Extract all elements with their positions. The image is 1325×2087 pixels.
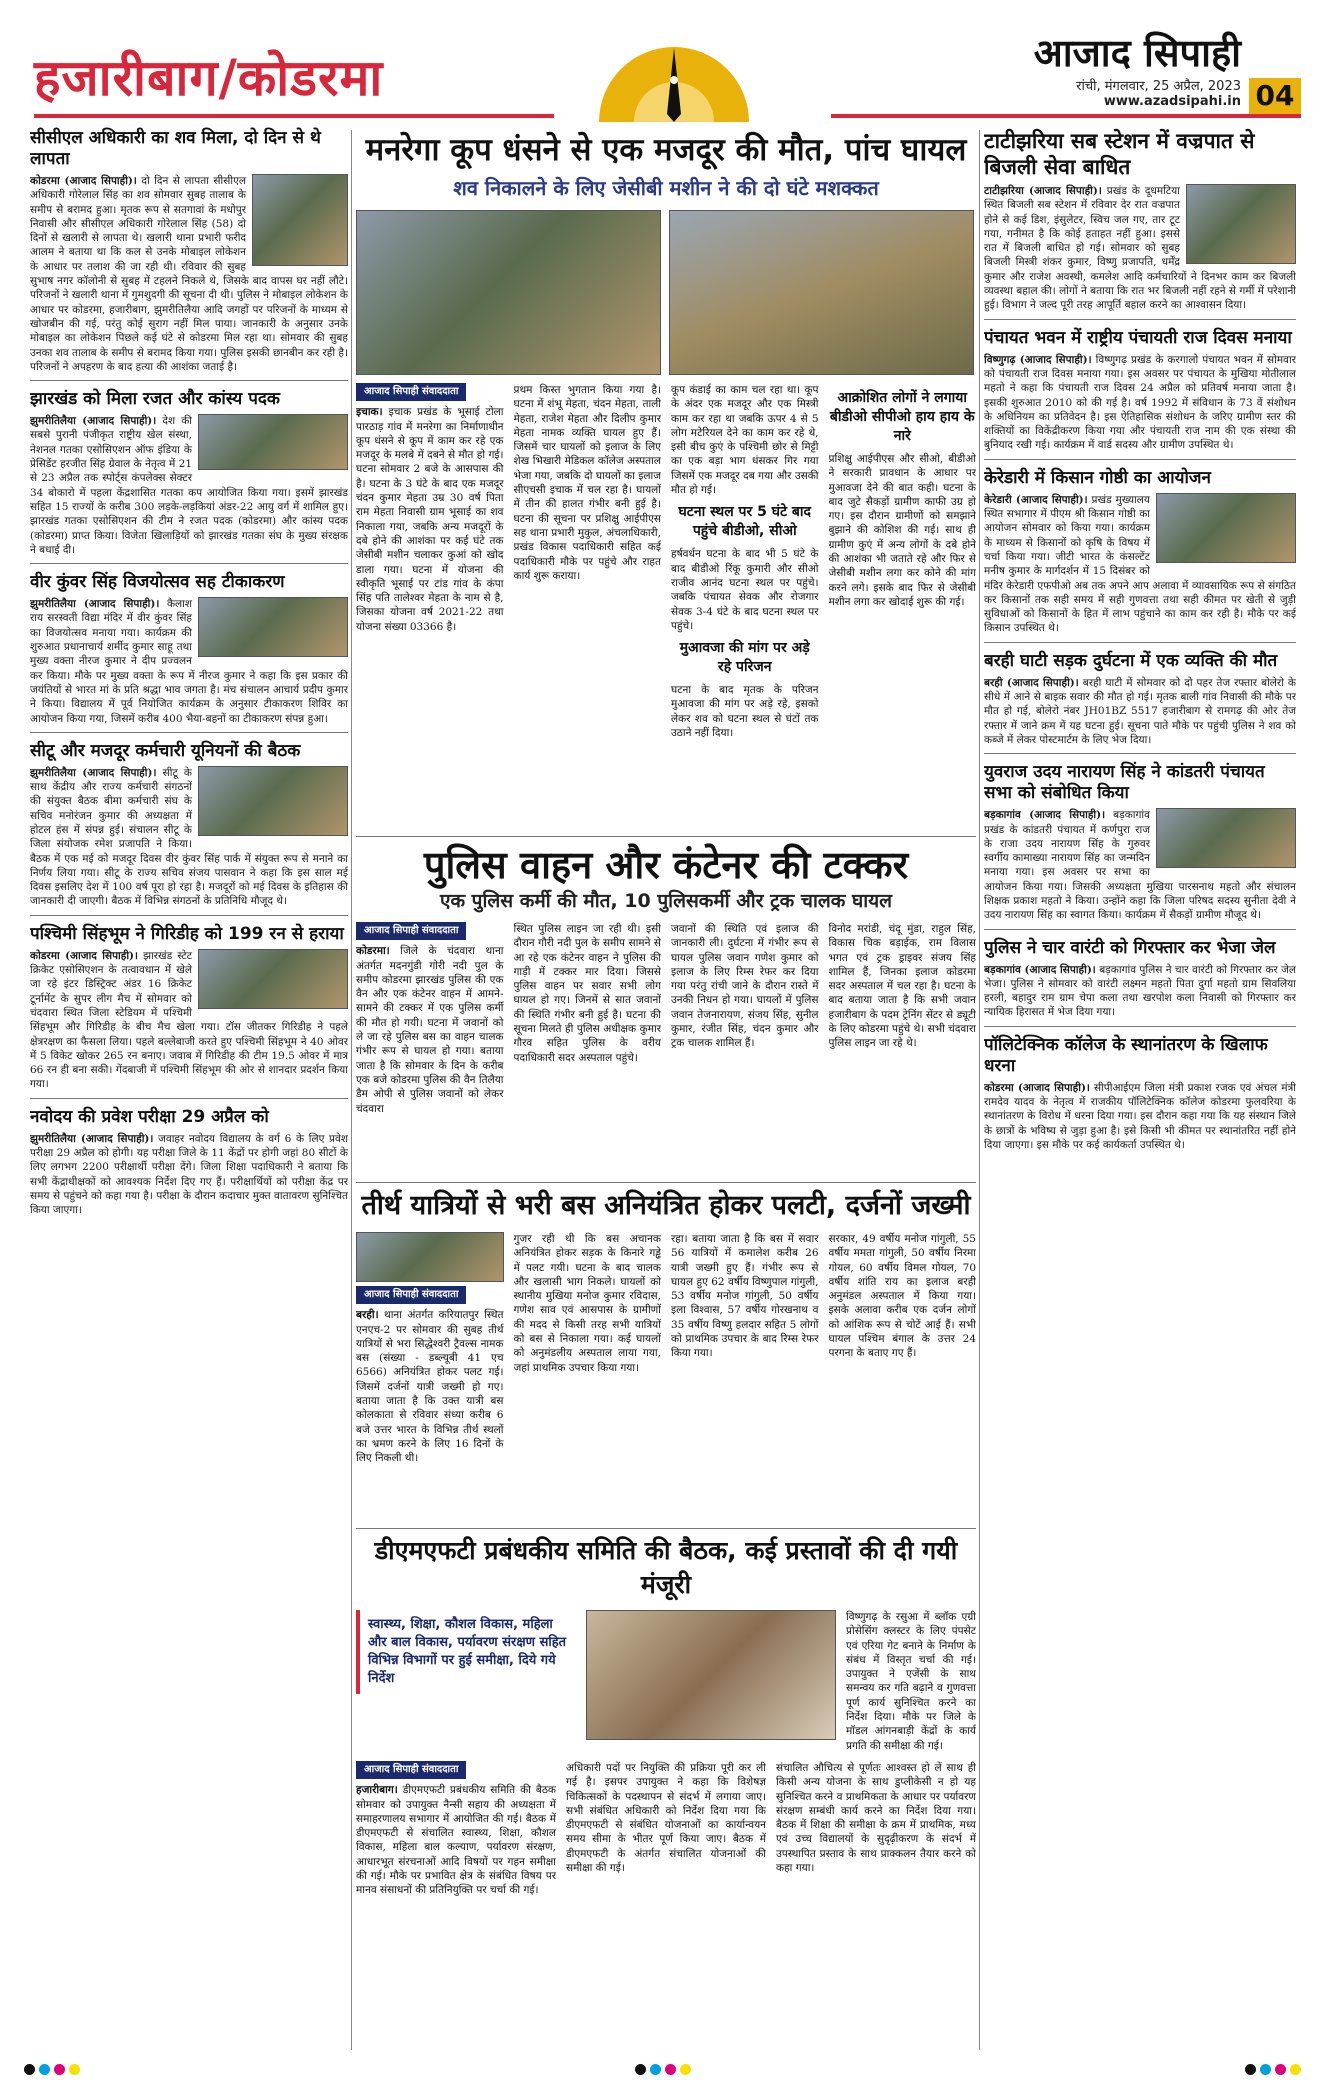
registration-dots-right (1245, 2064, 1301, 2075)
story-photo (198, 597, 348, 657)
story-photo (198, 766, 348, 836)
left-column (30, 126, 348, 2056)
lead-col-3: कूप कंडाई का काम चल रहा था। कूप के अंदर एक मजदूर और एक मिस्त्री काम कर रहा था जबकि ऊपर 4 से 5 लोग मटेरियल देने का काम कर रहे थे, इसी बीच कुएं के पश्चिमी छोर से मिट्टी का एक बड़ा भाग धंसकर गिर गया जिसमें एक मजदूर दब गया और उसकी मौत हो गई। घटना स्थल पर 5 घंटे बाद पहुंचे बीडीओ, सीओ हर्षवर्धन घटना के बाद भी 5 घंटे के बाद बीडीओ रिंकू कुमारी और सीओ राजीव आनंद घटना स्थल पर पहुंचे। जबकि पंचायत सेवक और रोजगार सेवक 3-4 घंटे के बाद घटना स्थल पर पहुंचे। मुआवजा की मांग पर अड़े रहे परिजन घटना के बाद मृतक के परिजन मुआवजा की मांग पर अड़े रहे, इसको लेकर शव को घटना स्थल से घंटों तक उठाने नहीं दिया। (671, 384, 819, 740)
story-headline: पुलिस ने चार वारंटी को गिरफ्तार कर भेजा जेल (984, 937, 1276, 958)
third-col-3: रहा। बताया जाता है कि बस में सवार 56 यात्रियों में कमालेश करीब 26 यात्री जख्मी हुए हैं। गंभीर रूप से घायल हुए 62 वर्षीय विष्णुपाल गांगुली, 53 वर्षीय मनोज गांगुली, 50 वर्षीय इला विश्वास, 57 वर्षीय गोरखनाथ व 35 वर्षीय विष्णु हलदार सहित 5 लोगों को प्राथमिक उपचार के बाद रिम्स रेफर किया गया। (671, 1233, 819, 1360)
lead-col-4: आक्रोशित लोगों ने लगाया बीडीओ सीपीओ हाय हाय के नारे प्रशिक्षु आईपीएस और सीओ, बीडीओ ने सरकारी प्रावधान के आधार पर मुआवजा देने की बात कही। घटना के बाद जुटे सैकड़ों ग्रामीण काफी उग्र हो गए। इस दौरान ग्रामीणों को समझाने बुझाने की कोशिश की गई। साथ ही ग्रामीण कुएं में अन्य लोगों के दबे होने की आशंका भी जताते रहे और फिर से जेसीबी मशीन लगा कर कोने की मांग करने लगे। इसके बाद फिर से जेसीबी मशीन लगा कर खोदाई शुरू की गई। (828, 390, 976, 608)
byline: आजाद सिपाही संवाददाता (356, 1761, 466, 1779)
right-column (984, 126, 1296, 2056)
third-col-4: सरकार, 49 वर्षीय मनोज गांगुली, 55 वर्षीय ममता गांगुली, 50 वर्षीय निरमा गोयल, 60 वर्षीय विमल गोयल, 70 वर्षीय शांति राय का इलाज बरही अनुमंडल अस्पताल में किया गया। इसके अलावा करीब एक दर्जन लोगों को आंशिक रूप से चोटें आई हैं। सभी घायल पश्चिम बंगाल के उत्तर 24 परगना के बताए गए हैं। (828, 1233, 976, 1360)
lead-subhead: शव निकालने के लिए जेसीबी मशीन ने की दो घंटे मशक्कत (453, 176, 879, 200)
story-body: कोडरमा (आजाद सिपाही)। झारखंड स्टेट क्रिकेट एसोसिएशन के तत्वावधान में खेले जा रहे इंटर डिस्ट्रिक्ट अंडर 16 क्रिकेट टूर्नामेंट के सुपर लीग मैच में सोमवार को चंदवारा स्थित जिला स्टेडियम में पश्चिमी सिंहभूम और गिरिडीह के बीच मैच खेला गया। टॉस जीतकर गिरिडीह ने पहले क्षेत्ररक्षण का फैसला लिया। पहले बल्लेबाजी करते हुए पश्चिमी सिंहभूम ने 40 ओवर में 5 विकेट खोकर 265 रन बनाए। जवाब में गिरिडीह की टीम 19.5 ओवर में मात्र 66 रन ही बना सकी। गेंदबाजी में पश्चिमी सिंहभूम की ओर से शानदार प्रदर्शन किया गया। (30, 949, 348, 1091)
story-divider (356, 1182, 976, 1183)
website-url[interactable]: www.azadsipahi.in (1103, 94, 1241, 109)
masthead-rule-left (34, 114, 554, 118)
story-headline: सीसीएल अधिकारी का शव मिला, दो दिन से थे लापता (30, 128, 321, 169)
story (30, 128, 348, 381)
story-headline: पश्चिमी सिंहभूम ने गिरिडीह को 199 रन से हराया (30, 923, 344, 944)
story-body: झुमरीतिलैया (आजाद सिपाही)। सीटू के साथ केंद्रीय और राज्य कर्मचारी संगठनों की संयुक्त बैठक बीमा कर्मचारी संघ के सचिव मनोरंजन कुमार की अध्यक्षता में होटल हंस में संपन्न हुई। संचालन सीटू के जिला संयोजक रमेश प्रजापति ने किया। बैठक में एक मई को मजदूर दिवस वीर कुंवर सिंह पार्क में संयुक्त रूप से मनाने का निर्णय लिया गया। सीटू के राज्य सचिव संजय पासवान ने कहा कि इस साल मई दिवस इसलिए देश में 100 वर्ष पूरा हो रहा है। मजदूरों को मई दिवस के इतिहास की जानकारी दी जाएगी। बैठक में विभिन्न संगठनों के प्रतिनिधि मौजूद थे। (30, 766, 348, 908)
story-photo (252, 174, 348, 266)
third-col-1: आजाद सिपाही संवाददाता बरही। थाना अंतर्गत करियातपुर स्थित एनएच-2 पर सोमवार की सुबह तीर्थ यात्रियों से भरा सिद्धेश्वरी ट्रैवल्स नामक बस (संख्या - डब्ल्यूबी 41 एच 6566) अनियंत्रित होकर पलट गई। जिसमें दर्जनों यात्री जख्मी हो गए। बताया जाता है कि उक्त यात्री बस कोलकाता से रविवार संध्या करीब 6 बजे उत्तर भारत के विभिन्न तीर्थ स्थलों का भ्रमण करने के लिए 16 दिनों के लिए निकली थी। (356, 1232, 504, 1466)
story (984, 328, 1296, 460)
story-headline: बरही घाटी सड़क दुर्घटना में एक व्यक्ति की मौत (984, 650, 1278, 671)
third-col-2: गुजर रही थी कि बस अचानक अनियंत्रित होकर सड़क के किनारे गड्ढे में पलट गयी। घटना के बाद चालक और खलासी भाग निकले। घायलों को स्थानीय मुखिया मनोज कुमार रविदास, गणेश साव एवं आसपास के ग्रामीणों की मदद से किसी तरह सभी यात्रियों को बस से निकाला गया। कई घायलों को अनुमंडलीय अस्पताल लाया गया, जहां प्राथमिक उपचार किया गया। (513, 1233, 661, 1374)
sub-headline: आक्रोशित लोगों ने लगाया बीडीओ सीपीओ हाय हाय के नारे (829, 390, 975, 444)
story-body: कोडरमा (आजाद सिपाही)। दो दिन से लापता सीसीएल अधिकारी गोरेलाल सिंह का शव सोमवार सुबह तालाब के समीप से बरामद हुआ। मृतक रूप से सतगावां के मधोपुर निवासी और सीसीएल अधिकारी गोरेलाल सिंह (58) दो दिनों से खलारी से लापता थे। खलारी थाना प्रभारी फरीद आलम ने बताया था कि कल से उनके मोबाइल लोकेशन के आधार पर तलाश की जा रही थी। रविवार की सुबह सुभाष नगर कॉलोनी से सुबह में टहलने निकले थे, जिसके बाद वापस घर नहीं लौटे। परिजनों ने खलारी थाना में गुमशुदगी की सूचना दी थी। पुलिस ने मोबाइल लोकेशन के आधार पर कोडरमा, हजारीबाग, झुमरीतिलैया आदि जगहों पर परिजनों के माध्यम से खोजबीन की गई, परंतु कोई सुराग नहीं मिल पाया। जानकारी के अनुसार उनके मोबाइल का लोकेशन पिछले कई घंटे से कोडरमा मिल रहा था। सोमवार की सुबह उनका शव तालाब के समीप से बरामद किया गया। पुलिस इसकी छानबीन कर रही है। परिजनों ने अपहरण के बाद हत्या की आशंका जताई है। (30, 175, 348, 373)
story (30, 924, 348, 1099)
lead-photo-site (669, 210, 974, 375)
story-headline: नवोदय की प्रवेश परीक्षा 29 अप्रैल को (30, 1106, 269, 1127)
story-headline: पॉलिटेक्निक कॉलेज के स्थानांतरण के खिलाफ धरना (984, 1034, 1268, 1076)
story-body: झुमरीतिलैया (आजाद सिपाही)। कैलाश राय सरस्वती विद्या मंदिर में वीर कुंवर सिंह का विजयोत्सव मनाया गया। कार्यक्रम की शुरुआत प्रधानाचार्य शर्मीद कुमार साहू तथा मुख्य वक्ता नीरज कुमार ने दीप प्रज्वलन कर किया। मौके पर मुख्य वक्ता के रूप में नीरज कुमार ने कहा कि इस प्रकार की जयंतियों से भारत मां के प्रति श्रद्धा भाव जगता है। मंच संचालन आचार्य प्रदीप कुमार ने किया। विद्यालय में पूर्व नियोजित कार्यक्रम के अनुसार टीकाकरण शिविर का आयोजन किया गया, जिसमें करीब 400 भैया-बहनों का टीकाकरण संपन्न हुआ। (30, 598, 348, 725)
story-photo (198, 414, 348, 470)
story-body: केरेडारी (आजाद सिपाही)। प्रखंड मुख्यालय स्थित सभागार में पीएम श्री किसान गोष्ठी का आयोजन सोमवार को किया गया। कार्यक्रम के माध्यम से किसानों को कृषि के विषय में चर्चा किया गया। जीटी भारत के कंसल्टेंट मनीष कुमार के मार्गदर्शन में 15 दिसंबर को मंदिर केरेडारी एफपीओ अब तक अपने आप अलावा में व्यावसायिक रूप से संगठित कर किसानों तक सही समय में सही गुणवत्ता तथा सही कीमत पर खेती से जुड़ी सुविधाओं को किसानों के हित में लाभ पहुंचाने का काम कर रही है। मौके पर कई किसान उपस्थित थे। (984, 493, 1296, 635)
story (30, 741, 348, 916)
story (984, 938, 1296, 1027)
issue-date: रांची, मंगलवार, 25 अप्रैल, 2023 (1076, 79, 1241, 94)
lead-col-1: आजाद सिपाही संवाददाता इचाक। इचाक प्रखंड के भूसाई टोला पारठाड़ गांव में मनरेगा का निर्माणाधीन कूप धंसने से कूप में काम कर रहे एक मजदूर के मलबे में दबने से मौत हो गई। घटना सोमवार 2 बजे के आसपास की है। घटना के 3 घंटे के बाद एक मजदूर चंदन कुमार मेहता उम्र 30 वर्ष पिता राम मेहता निवासी ग्राम भूसाई का शव निकाला गया, जबकि अन्य मजदूरों के दबे होने की आशंका पर कई घंटे तक जेसीबी मशीन चलाकर कुआं को खोद डाला गया। घटना में योजना की स्वीकृति भूसाई पर टांड गांव के कंपा सिंह पति तालेश्वर मेहता के नाम से है, जिसका योजना वर्ष 2021-22 तथा योजना संख्या 03366 है। (356, 383, 504, 740)
story-body: टाटीझरिया (आजाद सिपाही)। प्रखंड के दूधमटिया स्थित बिजली सब स्टेशन में रविवार देर रात वज्रपात होने से कई डिश, इंसुलेटर, स्विच जल गए, तार टूट गया, गनीमत है कि कोई हताहत नहीं हुआ। इससे रात में बिजली बाधित हो गई। सोमवार को सुबह बिजली मिस्त्री शंकर कुमार, विष्णु प्रजापति, धर्मेंद्र कुमार और राजेश अवस्थी, कमलेश आदि कर्मचारियों ने दिनभर काम कर बिजली व्यवस्था बहाल की। लोगों ने बताया कि रात भर बिजली नहीं रहने से गर्मी में परेशानी हुई। विभाग ने जल्द पूरी तरह आपूर्ति बहाल करने का आश्वासन दिया। (984, 185, 1296, 312)
story-divider (356, 836, 976, 837)
story-photo (1156, 493, 1296, 563)
story-headline: सीटू और मजदूर कर्मचारी यूनियनों की बैठक (30, 740, 301, 761)
registration-dots-left (24, 2064, 80, 2075)
sun-logo-icon (589, 18, 759, 122)
print-registration-bar (24, 2061, 1301, 2077)
paper-name: आजाद सिपाही (1033, 31, 1241, 75)
story-headline: केरेडारी में किसान गोष्ठी का आयोजन (984, 467, 1211, 488)
masthead-rule-right (831, 114, 1301, 118)
second-col-3: जवानों की स्थिति एवं इलाज की जानकारी ली। दुर्घटना में गंभीर रूप से घायल पुलिस जवान गणेश कुमार को इलाज के लिए रिम्स रेफर कर दिया गया परंतु रांची जाने के दौरान रास्ते में उनकी निधन हो गया। घायलों में पुलिस जवान तेजनारायण, संजय सिंह, सुनील कुमार, रंजीत सिंह, चंदन कुमार और ट्रक चालक शामिल हैं। (671, 923, 819, 1050)
byline: आजाद सिपाही संवाददाता (356, 383, 466, 401)
column-divider (351, 130, 352, 2050)
second-story (356, 842, 976, 1177)
story (984, 762, 1296, 929)
section-title: हजारीबाग/कोडरमा (34, 49, 384, 107)
fourth-col-4: विष्णुगढ़ के रसुआ में ब्लॉक एग्री प्रोसेसिंग क्लस्टर के लिए पंपसेट एवं एरिया गेट बनाने के निर्माण के संबंध में विस्तृत चर्चा की गई। उपायुक्त ने एजेंसी के साथ समन्वय कर गति बढ़ाने व गुणवत्ता पूर्ण कार्य सुनिश्चित करने का निर्देश दिया। मौके पर जिले के मॉडल आंगनबाड़ी केंद्रों के कार्य प्रगति की समीक्षा की गई। (846, 1611, 976, 1752)
lead-headline: मनरेगा कूप धंसने से एक मजदूर की मौत, पांच घायल (365, 132, 967, 168)
story-photo (356, 1232, 504, 1282)
second-col-1: आजाद सिपाही संवाददाता कोडरमा। जिले के चंदवारा थाना अंतर्गत मदनगुंडी गोरी नदी पुल के समीप कोडरमा झारखंड पुलिस की एक वैन और एक कंटेनर वाहन में आमने-सामने की टक्कर में एक पुलिस कर्मी की मौत हो गयी। घटना में जवानों को ले जा रहे पुलिस बस का वाहन चालक गंभीर रूप से घायल हो गया। बताया जाता है कि सोमवार के दिन के करीब एक बजे कोडरमा पुलिस की वैन तिलैया डैम ओपी से पुलिस जवानों को लेकर चंदवारा (356, 922, 504, 1116)
story-photo (1156, 808, 1296, 868)
byline: आजाद सिपाही संवाददाता (356, 922, 466, 940)
second-subhead: एक पुलिस कर्मी की मौत, 10 पुलिसकर्मी और ट्रक चालक घायल (439, 890, 893, 912)
second-col-2: स्थित पुलिस लाइन जा रही थी। इसी दौरान गौरी नदी पुल के समीप सामने से आ रहे एक कंटेनर वाहन ने पुलिस की गाड़ी में टक्कर मार दिया। जिससे पुलिस वाहन पर सवार सभी लोग घायल हो गए। जिनमें से सात जवानों की स्थिति गंभीर बनी हुई है। घटना की सूचना मिलते ही पुलिस अधीक्षक कुमार गौरव सहित पुलिस के वरीय पदाधिकारी सदर अस्पताल पहुंचे। (513, 923, 661, 1064)
story (30, 572, 348, 733)
lead-photo-officials (356, 210, 661, 375)
third-story (356, 1188, 976, 1523)
story-headline: टाटीझरिया सब स्टेशन में वज्रपात से बिजली सेवा बाधित (984, 129, 1255, 179)
byline: आजाद सिपाही संवाददाता (356, 1286, 466, 1304)
fourth-story (356, 1534, 976, 2054)
story-headline: झारखंड को मिला रजत और कांस्य पदक (30, 389, 280, 410)
fourth-col-3: संचालित औचित्य से पूर्णतः आश्वस्त हो लें साथ ही किसी अन्य योजना के साथ डुप्लीकेसी न हो यह सुनिश्चित करने व प्राथमिकता के आधार पर पर्यावरण संरक्षण सम्बंधी कार्य करने का निर्देश दिया गया। बैठक में शिक्षा की समीक्षा के क्रम में प्राथमिक, मध्य एवं उच्च विद्यालयों के सुदृढ़ीकरण के संदर्भ में उपस्थापित प्रस्ताव के साथ प्राक्कलन तैयार करने को कहा गया। (776, 1761, 976, 1875)
fourth-col-2: अधिकारी पदों पर नियुक्ति की प्रक्रिया पूरी कर ली गई है। इसपर उपायुक्त ने कहा कि विशेषज्ञ चिकित्सकों के पदस्थापन से संदर्भ में लगाया जाए। सभी संबंधित अधिकारी को निर्देश दिया गया कि डीएमएफटी से संबंधित योजनाओं का कार्यान्वयन समय सीमा के भीतर पूर्ण किया जाए। बैठक में डीएमएफटी के अंतर्गत संचालित योजनाओं की समीक्षा की गई। (566, 1761, 766, 1875)
fourth-col-1: आजाद सिपाही संवाददाता हजारीबाग। डीएमएफटी प्रबंधकीय समिति की बैठक सोमवार को उपायुक्त नैन्सी सहाय की अध्यक्षता में समाहरणालय सभागार में आयोजित की गई। बैठक में डीएमएफटी से संचालित स्वास्थ्य, शिक्षा, कौशल विकास, महिला बाल कल्याण, पर्यावरण संरक्षण, आधारभूत संरचनाओं आदि विषयों पर गहन समीक्षा की गई। मौके पर प्रभावित क्षेत्र के संबंधित विषय पर मानव संसाधनों की प्रतिनियुक्ति पर चर्चा की गई। (356, 1761, 556, 1898)
pull-quote: स्वास्थ्य, शिक्षा, कौशल विकास, महिला और बाल विकास, पर्यावरण संरक्षण सहित विभिन्न विभागों पर हुई समीक्षा, दिये गये निर्देश (356, 1610, 576, 1694)
story-headline: वीर कुंवर सिंह विजयोत्सव सह टीकाकरण (30, 572, 285, 593)
story-body: बड़कागांव (आजाद सिपाही)। बड़कागांव पुलिस ने चार वारंटी को गिरफ्तार कर जेल भेजा। पुलिस ने सोमवार को वारंटी लक्ष्मन महतो पिता दुर्गा महतो ग्राम सिवलिया हरली, बहादुर राम ग्राम चेपा कला तथा खरपोश कला निवासी को गिरफ्तार कर न्यायिक हिरासत में भेज दिया गया। (984, 963, 1296, 1019)
second-col-4: विनोद मरांडी, चंदू मुंडा, राहुल सिंह, विकास चिक बड़ाईक, राम विलास भगत एवं ट्रक ड्राइवर संजय सिंह शामिल हैं, जिनका इलाज कोडरमा सदर अस्पताल में चल रहा है। घटना के बाद बताया जाता है कि सभी जवान हजारीबाग के पदम ट्रेनिंग सेंटर से ड्यूटी के लिए कोडरमा पहुंचे थे। सभी चंदवारा पुलिस लाइन जा रहे थे। (828, 923, 976, 1050)
story-body: झुमरीतिलैया (आजाद सिपाही)। देश की सबसे पुरानी पंजीकृत राष्ट्रीय खेल संस्था, नेशनल गतका एसोसिएशन ऑफ इंडिया के प्रेसिडेंट हरजीत सिंह ग्रेवाल के नेतृत्व में 21 से 23 अप्रैल तक स्पोर्ट्स कंपलेक्स सेक्टर 34 बोकारो में पहला केंद्रशासित गतका कप आयोजित किया गया। इसमें झारखंड सहित 15 राज्यों के करीब 300 लड़के-लड़कियां अंडर-22 आयु वर्ग में शामिल हुए। झारखंड गतका एसोसिएशन की टीम ने रजत पदक (कोडरमा) और कांस्य पदक (कोडरमा) प्राप्त किया। विजेता खिलाड़ियों को झारखंड गतका संघ के मुख्य संरक्षक ने बधाई दी। (30, 415, 348, 556)
story (984, 651, 1296, 754)
registration-dots-center (635, 2064, 691, 2075)
sub-headline: मुआवजा की मांग पर अड़े रहे परिजन (679, 640, 810, 676)
page-number: 04 (1249, 78, 1301, 114)
story-headline: युवराज उदय नारायण सिंह ने कांडतरी पंचायत सभा को संबोधित किया (984, 762, 1265, 804)
story-body: विष्णुगढ़ (आजाद सिपाही)। विष्णुगढ़ प्रखंड के करगालो पंचायत भवन में सोमवार को पंचायती राज दिवस मनाया गया। इस अवसर पर पंचायत के मुखिया मोतीलाल महतो ने कहा कि पंचायती राज दिवस 24 अप्रैल को प्रतिवर्ष मनाया जाता है। इसकी शुरुआत 2010 को की गई है। वर्ष 1992 में संविधान के 73 वें संशोधन के अधिनियम का प्रतिवेदन है। इस ऐतिहासिक संशोधन के जरिए ग्रामीण स्तर की शक्तियों का विकेंद्रीकरण किया गया और पंचायती राज नाम की एक संस्था की बुनियाद रखी गई। कार्यक्रम में वार्ड सदस्य और ग्रामीण उपस्थित थे। (984, 353, 1296, 452)
story (984, 128, 1296, 320)
column-divider (979, 130, 980, 2050)
story (984, 1035, 1296, 1158)
story-divider (356, 1528, 976, 1529)
story-photo (198, 949, 348, 1009)
story (30, 1107, 348, 1224)
story-headline: पंचायत भवन में राष्ट्रीय पंचायती राज दिवस मनाया (984, 327, 1292, 348)
lead-col-2: प्रथम किस्त भुगतान किया गया है। घटना में शंभू मेहता, चंदन मेहता, ताली मेहता, राजेश मेहता और दिलीप कुमार मेहता नामक व्यक्ति घायल हुए हैं। जिसमें चार घायलों को इलाज के लिए शेख भिखारी मेडिकल कॉलेज अस्पताल भेजा गया, जबकि दो घायलों का इलाज सीएचसी इचाक में चल रहा है। घायलों में तीन की हालत गंभीर बनी हुई है। घटना की सूचना पर प्रशिक्षु आईपीएस सह थाना प्रभारी मुकुल, अंचलाधिकारी, प्रखंड विकास पदाधिकारी सहित कई पदाधिकारी मौके पर पहुंचे और राहत कार्य शुरू कराया। (513, 384, 661, 582)
story-body: बरही (आजाद सिपाही)। बरही घाटी में सोमवार को दो पहर तेज रफ्तार बोलेरो के सीधे में आने से बाइक सवार की मौत हो गई। मृतक बाली गांव निवासी की मौके पर मौत हो गई, बोलेरो नंबर JH01BZ 5517 हजारीबाग से रामगढ़ की ओर तेज रफ्तार में जाने क्रम में यह घटना हुई। सूचना पाते मौके पर पहुंची पुलिस ने शव को कब्जे में लेकर पोस्टमार्टम के लिए भेज दिया। (984, 676, 1296, 746)
story-body: बड़कागांव (आजाद सिपाही)। बड़कागांव प्रखंड के कांडतरी पंचायत में कर्णपुरा राज के राजा उदय नारायण सिंह के गुरुवर स्वर्गीय कामाख्या नारायण सिंह का जन्मदिन मनाया गया। इस अवसर पर सभा का आयोजन किया गया। जिसकी अध्यक्षता मुखिया पारसनाथ महतो और संचालन शिक्षक प्रकाश महतो ने किया। उन्होंने कहा कि जिला परिषद सदस्य सुनीता देवी ने उदय नारायण सिंह का स्वागत किया। कार्यक्रम में सैकड़ों ग्रामीण मौजूद थे। (984, 809, 1296, 922)
story-body: झुमरीतिलैया (आजाद सिपाही)। जवाहर नवोदय विद्यालय के वर्ग 6 के लिए प्रवेश परीक्षा 29 अप्रैल को होगी। यह परीक्षा जिले के 11 केंद्रों पर होगी जहां 80 सीटों के लिए लगभग 2200 परीक्षार्थी परीक्षा देंगे। जिला शिक्षा पदाधिकारी ने बताया कि सभी केंद्राधीक्षकों को आवश्यक निर्देश दिए गए हैं। परीक्षार्थियों को परीक्षा केंद्र पर समय से पहुंचने को कहा गया है। परीक्षा के दौरान कदाचार मुक्त वातावरण सुनिश्चित किया जाएगा। (30, 1132, 348, 1217)
masthead (24, 18, 1301, 126)
story-body: कोडरमा (आजाद सिपाही)। सीपीआईएम जिला मंत्री प्रकाश रजक एवं अंचल मंत्री रामदेव यादव के नेतृत्व में राजकीय पॉलिटेक्निक कॉलेज कोडरमा फुलवरिया के स्थानांतरण के विरोध में धरना दिया गया। इस दौरान कहा गया कि यह संस्थान जिले के छात्रों के भविष्य से जुड़ा हुआ है। इसे किसी भी कीमत पर स्थानांतरित नहीं होने दिया जाएगा। इस मौके पर कई कार्यकर्ता उपस्थित थे। (984, 1081, 1296, 1151)
lead-story (356, 130, 976, 830)
second-headline: पुलिस वाहन और कंटेनर की टक्कर (423, 843, 909, 887)
story (984, 468, 1296, 643)
story (30, 389, 348, 564)
story-photo (1186, 184, 1296, 264)
fourth-headline: डीएमएफटी प्रबंधकीय समिति की बैठक, कई प्रस्तावों की दी गयी मंजूरी (374, 1536, 958, 1599)
sub-headline: घटना स्थल पर 5 घंटे बाद पहुंचे बीडीओ, सीओ (678, 504, 811, 540)
meeting-photo (586, 1610, 836, 1740)
third-headline: तीर्थ यात्रियों से भरी बस अनियंत्रित होकर पलटी, दर्जनों जख्मी (361, 1190, 971, 1221)
